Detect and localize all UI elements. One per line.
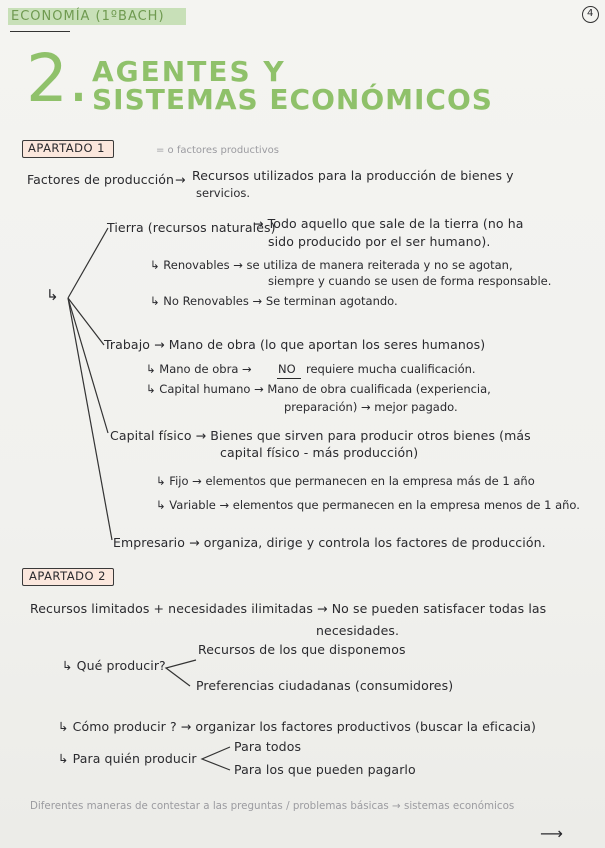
page-number: 4 <box>587 8 594 19</box>
empresario-label: Empresario → organiza, dirige y controla los factores de producción. <box>113 535 546 550</box>
que-producir-opt2: Preferencias ciudadanas (consumidores) <box>196 678 454 693</box>
para-quien-producir: ↳ Para quién producir <box>58 751 197 766</box>
para-quien-opt2: Para los que pueden pagarlo <box>234 762 416 777</box>
definition-line1: Recursos utilizados para la producción de bienes y <box>192 168 514 183</box>
title-line1: AGENTES Y <box>92 55 286 88</box>
trabajo-sub2: ↳ Capital humano → Mano de obra cualificada (experiencia, <box>146 382 491 396</box>
capital-label: Capital físico → Bienes que sirven para producir otros bienes (más <box>110 428 531 443</box>
trabajo-sub1-no: NO <box>278 362 296 376</box>
trabajo-sub2-cont: preparación) → mejor pagado. <box>284 400 458 414</box>
tierra-renovables-cont: siempre y cuando se usen de forma responsable. <box>268 274 552 288</box>
title-number: 2. <box>26 40 89 117</box>
footer-note: Diferentes maneras de contestar a las preguntas / problemas básicas → sistemas económicos <box>30 800 515 812</box>
trabajo-label: Trabajo → Mano de obra (lo que aportan los seres humanos) <box>104 337 486 352</box>
tierra-no-renovables: ↳ No Renovables → Se terminan agotando. <box>150 294 398 308</box>
definition-term: Factores de producción <box>27 172 175 187</box>
tierra-desc2: sido producido por el ser humano). <box>268 234 491 249</box>
title-line2: SISTEMAS ECONÓMICOS <box>92 83 493 116</box>
problem-line2: necesidades. <box>316 623 400 638</box>
como-producir: ↳ Cómo producir ? → organizar los factores productivos (buscar la eficacia) <box>58 719 537 734</box>
tierra-renovables: ↳ Renovables → se utiliza de manera reiterada y no se agotan, <box>150 258 513 272</box>
apartado1-label: APARTADO 1 <box>28 141 105 155</box>
apartado1-side-note: = o factores productivos <box>156 145 279 156</box>
trabajo-sub1-post: requiere mucha cualificación. <box>306 362 476 376</box>
capital-fijo: ↳ Fijo → elementos que permanecen en la empresa más de 1 año <box>156 474 535 488</box>
branch-marker: ↳ <box>46 286 59 304</box>
apartado2-label: APARTADO 2 <box>29 569 106 583</box>
que-producir-opt1: Recursos de los que disponemos <box>198 642 406 657</box>
para-quien-opt1: Para todos <box>234 739 302 754</box>
tierra-desc1: → Todo aquello que sale de la tierra (no ha <box>253 216 524 231</box>
next-page-arrow: ⟶ <box>540 824 563 843</box>
capital-label-cont: capital físico - más producción) <box>220 445 419 460</box>
definition-line2: servicios. <box>196 186 250 200</box>
trabajo-sub1-pre: ↳ Mano de obra → <box>146 362 252 376</box>
subject-header: ECONOMÍA (1ºBACH) <box>11 9 165 24</box>
definition-arrow: → <box>175 172 186 187</box>
tierra-label: Tierra (recursos naturales) <box>107 220 276 235</box>
que-producir: ↳ Qué producir? <box>62 658 166 673</box>
capital-variable: ↳ Variable → elementos que permanecen en la empresa menos de 1 año. <box>156 498 580 512</box>
problem-line1: Recursos limitados + necesidades ilimitadas → No se pueden satisfacer todas las <box>30 601 547 616</box>
no-underline <box>277 378 301 379</box>
